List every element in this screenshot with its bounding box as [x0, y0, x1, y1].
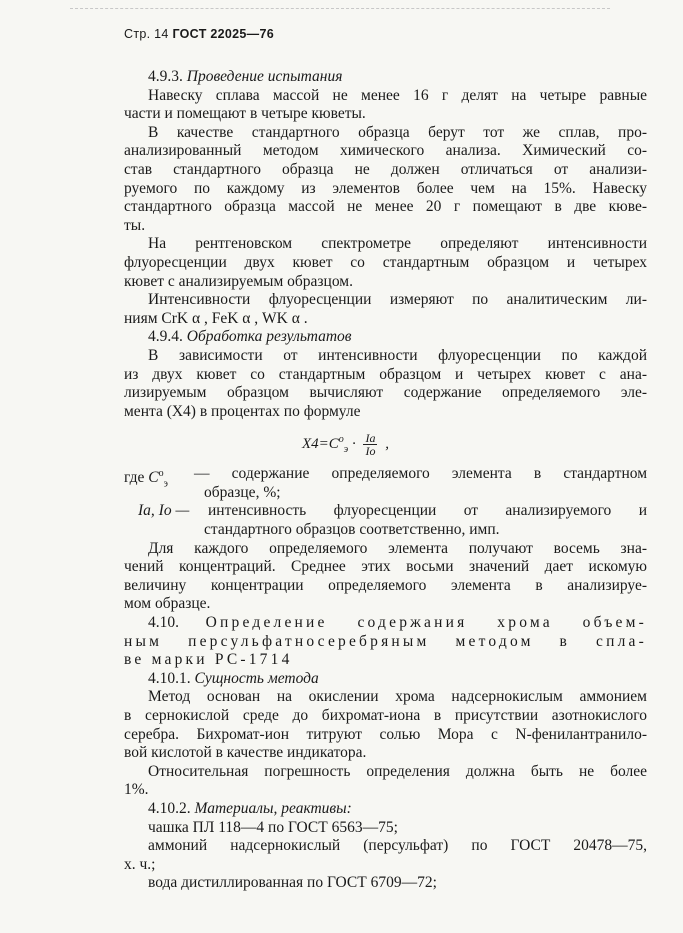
paragraph-line: кювет с анализируемым образцом.	[124, 272, 353, 290]
paragraph-line: Навеску сплава массой не менее 16 г делят на четыре равные	[148, 86, 647, 104]
paragraph-line: Относительная погрешность определения должна быть не более	[148, 762, 647, 780]
paragraph-line: из двух кювет со стандартным образцом и четырех кювет с ана-	[124, 365, 647, 383]
document-body	[124, 68, 647, 893]
paragraph-line: 1%.	[124, 781, 149, 799]
definition-c: где $C^о_э$ — содержание определяемого элемента в стандартном	[124, 465, 647, 490]
section-heading-4-9-4: 4.9.4. Обработка результатов	[148, 328, 352, 346]
page-number: Стр. 14	[124, 27, 169, 41]
formula-x4: $X4=C^о_э$ · $\frac{Iа}{Iо}$ ,	[302, 431, 389, 459]
standard-id: ГОСТ 22025—76	[172, 27, 274, 41]
paragraph-line: части и помещают в четыре кюветы.	[124, 105, 366, 123]
section-heading-line: ным персульфатносеребряным методом в спла-	[124, 632, 647, 650]
paragraph-line: Для каждого определяемого элемента получают восемь зна-	[148, 539, 647, 557]
list-item: аммоний надсернокислый (персульфат) по ГОСТ 20478—75,	[148, 837, 647, 855]
paragraph-line: ты.	[124, 216, 146, 234]
paragraph-line: На рентгеновском спектрометре определяют интенсивности	[148, 235, 647, 253]
list-item: х. ч.;	[124, 855, 156, 873]
paragraph-line: флуоресценции двух кювет со стандартным образцом и четырех	[124, 253, 647, 271]
paragraph-line: вой кислотой в качестве индикатора.	[124, 744, 367, 762]
page-header	[124, 27, 274, 41]
paragraph-line: Интенсивности флуоресценции измеряют по аналитическим ли-	[148, 291, 647, 309]
paragraph-line: Метод основан на окислении хрома надсернокислым аммонием	[148, 688, 647, 706]
list-item: чашка ПЛ 118—4 по ГОСТ 6563—75;	[148, 818, 398, 836]
paragraph-line: став стандартного образца не должен отличаться от анализи-	[124, 160, 647, 178]
section-heading-4-10: 4.10. Определение содержания хрома объем-	[148, 614, 647, 632]
section-heading-line: ве марки РС-1714	[124, 651, 293, 669]
section-heading-4-10-1: 4.10.1. Сущность метода	[148, 669, 319, 687]
paragraph-line: серебра. Бихромат-ион титруют солью Мора с N-фенилантранило-	[124, 725, 647, 743]
definition-i: Iа, Iо — интенсивность флуоресценции от анализируемого и	[138, 502, 647, 520]
paragraph-line: в сернокислой среде до бихромат-иона в присутствии азотнокислого	[124, 707, 647, 724]
page-top-border	[70, 8, 610, 9]
definition-continuation: стандартного образцов соответственно, имп.	[204, 521, 500, 539]
paragraph-line: руемого по каждому из элементов более чем на 15%. Навеску	[124, 179, 647, 197]
section-heading-4-10-2: 4.10.2. Материалы, реактивы:	[148, 799, 352, 817]
paragraph-line: стандартного образца массой не менее 20 г помещают в две кюве-	[124, 198, 647, 216]
section-heading-4-9-3: 4.9.3. Проведение испытания	[148, 68, 343, 85]
paragraph-line: мом образце.	[124, 595, 211, 613]
paragraph-line: величину концентрации определяемого элемента в анализируе-	[124, 576, 647, 594]
paragraph-line: В качестве стандартного образца берут тот же сплав, про-	[148, 123, 647, 141]
paragraph-line: ниям CrK α , FeK α , WK α .	[124, 309, 308, 327]
paragraph-line: В зависимости от интенсивности флуоресценции по каждой	[148, 346, 647, 364]
definition-continuation: образце, %;	[204, 483, 281, 501]
formula-fraction: $\frac{Iа}{Iо}$	[365, 431, 376, 459]
list-item: вода дистиллированная по ГОСТ 6709—72;	[148, 874, 437, 892]
paragraph-line: мента (X4) в процентах по формуле	[124, 402, 361, 420]
paragraph-line: анализированный методом химического анализа. Химический со-	[124, 142, 647, 160]
paragraph-line: чений концентраций. Среднее этих восьми значений дает искомую	[124, 558, 647, 576]
paragraph-line: лизируемым образцом вычисляют содержание определяемого эле-	[124, 384, 647, 402]
